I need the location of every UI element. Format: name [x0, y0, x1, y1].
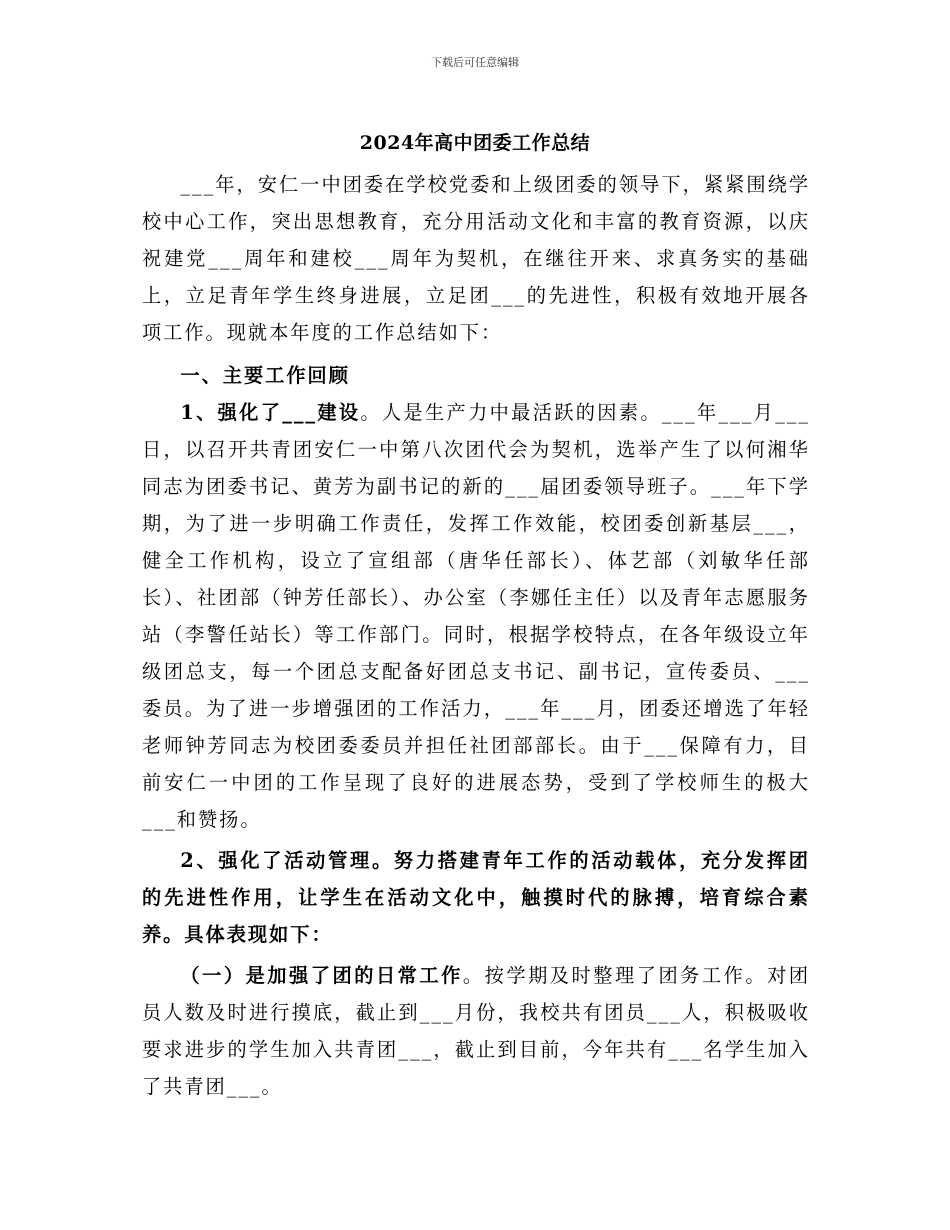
item2-paragraph: 2、强化了活动管理。努力搭建青年工作的活动载体，充分发挥团的先进性作用，让学生在活动文化中，触摸时代的脉搏，培育综合素养。具体表现如下：: [142, 849, 810, 946]
intro-paragraph: ___年，安仁一中团委在学校党委和上级团委的领导下，紧紧围绕学校中心工作，突出思想教育，充分用活动文化和丰富的教育资源，以庆祝建党___周年和建校___周年为契机，在继往开来、求真务实的基础上，立足青年学生终身进展，立足团___的先进性，积极有效地开展各项工作。现就本年度的工作总结如下：: [142, 173, 810, 344]
sub1-paragraph: [142, 957, 810, 1105]
section-heading: 一、主要工作回顾: [180, 364, 350, 387]
document-body: [142, 166, 810, 1105]
sub1-lead: （一）是加强了团的日常工作: [180, 964, 463, 987]
header-note: 下载后可任意编辑: [431, 56, 519, 69]
document-title: 2024年高中团委工作总结: [359, 132, 591, 154]
item1-body: 。人是生产力中最活跃的因素。___年___月___日，以召开共青团安仁一中第八次团代会为契机，选举产生了以何湘华同志为团委书记、黄芳为副书记的新的___届团委领导班子。___年下学期，为了进一步明确工作责任，发挥工作效能，校团委创新基层___，健全工作机构，设立了宣组部（唐华任部长）、体艺部（刘敏华任部长）、社团部（钟芳任部长）、办公室（李娜任主任）以及青年志愿服务站（李警任站长）等工作部门。同时，根据学校特点，在各年级设立年级团总支，每一个团总支配备好团总支书记、副书记，宣传委员、___委员。为了进一步增强团的工作活力，___年___月，团委还增选了年轻老师钟芳同志为校团委委员并担任社团部部长。由于___保障有力，目前安仁一中团的工作呈现了良好的进展态势，受到了学校师生的极大___和赞扬。: [142, 401, 810, 831]
item1-lead: 1、强化了___建设: [180, 401, 361, 424]
sub1-body: 。按学期及时整理了团务工作。对团员人数及时进行摸底，截止到___月份，我校共有团员___人，积极吸收要求进步的学生加入共青团___，截止到目前，今年共有___名学生加入了共青团___。: [142, 964, 811, 1098]
item1-paragraph: [142, 394, 810, 838]
